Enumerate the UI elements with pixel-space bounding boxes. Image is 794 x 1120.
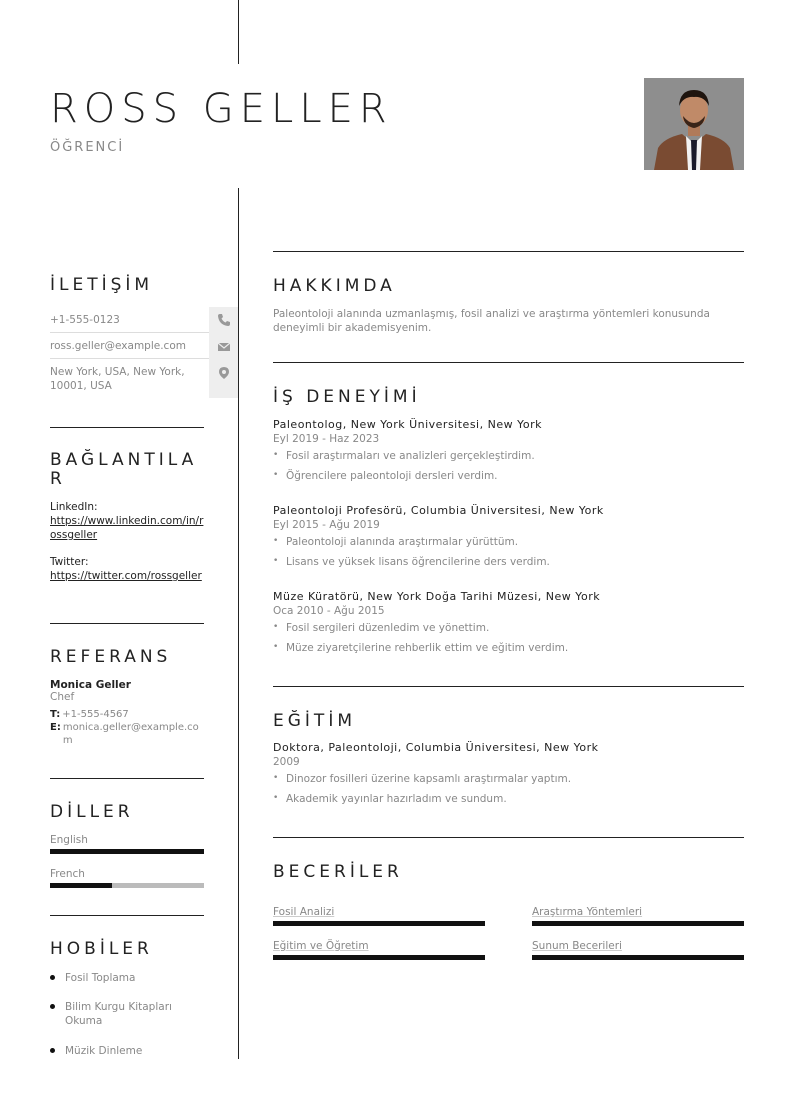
bullet-icon xyxy=(50,1048,55,1053)
twitter-link[interactable]: https://twitter.com/rossgeller xyxy=(50,570,202,582)
profile-photo xyxy=(644,78,744,170)
education-entry xyxy=(273,741,744,805)
skill-item xyxy=(532,940,744,960)
divider xyxy=(273,251,744,252)
reference-email[interactable]: monica.geller@example.com xyxy=(62,722,199,746)
divider xyxy=(50,778,204,779)
envelope-icon xyxy=(217,340,231,354)
about-text: Paleontoloji alanında uzmanlaşmış, fosil analizi ve araştırma yöntemleri konusunda deneyimli bir akademisyenim. xyxy=(273,308,710,334)
skill-item xyxy=(532,906,744,926)
column-divider-line xyxy=(238,188,239,1059)
skill-item xyxy=(273,906,485,926)
reference-name: Monica Geller xyxy=(50,679,131,691)
hobby-text: Fosil Toplama xyxy=(65,972,136,984)
job-entry xyxy=(273,504,744,568)
job-entry xyxy=(273,590,744,654)
skill-level-bar xyxy=(532,921,744,926)
hobby-item xyxy=(50,971,185,985)
skill-name: Eğitim ve Öğretim xyxy=(273,940,369,952)
divider xyxy=(273,686,744,687)
skill-name: Fosil Analizi xyxy=(273,906,335,918)
education-bullet: • Dinozor fosilleri üzerine kapsamlı araştırmalar yaptım. xyxy=(273,773,744,785)
reference-role: Chef xyxy=(50,691,75,703)
skill-level-bar xyxy=(532,955,744,960)
job-bullet: • Öğrencilere paleontoloji dersleri verdim. xyxy=(273,470,744,482)
hobby-item xyxy=(50,1000,185,1028)
contact-address: New York, USA, New York, 10001, USA xyxy=(50,366,185,392)
skill-name: Araştırma Yöntemleri xyxy=(532,906,643,918)
contact-email[interactable]: ross.geller@example.com xyxy=(50,340,186,352)
about-section-title: HAKKIMDA xyxy=(273,276,396,296)
job-bullet: • Müze ziyaretçilerine rehberlik ettim ve eğitim verdim. xyxy=(273,642,744,654)
link-item-twitter xyxy=(50,555,205,583)
link-item-linkedin xyxy=(50,500,205,542)
education-date: 2009 xyxy=(273,756,300,768)
skill-item xyxy=(273,940,485,960)
divider xyxy=(50,427,204,428)
language-level-fill xyxy=(50,849,204,854)
job-bullet: • Fosil araştırmaları ve analizleri gerçekleştirdim. xyxy=(273,450,744,462)
job-date: Eyl 2015 - Ağu 2019 xyxy=(273,519,380,531)
education-section-title: EĞİTİM xyxy=(273,711,356,731)
divider xyxy=(273,362,744,363)
education-bullet: • Akademik yayınlar hazırladım ve sundum. xyxy=(273,793,744,805)
references-section-title: REFERANS xyxy=(50,647,172,667)
language-level-fill xyxy=(50,883,112,888)
job-entry xyxy=(273,418,744,482)
link-label: LinkedIn: xyxy=(50,501,98,513)
person-photo-icon xyxy=(644,78,744,170)
languages-section-title: DİLLER xyxy=(50,802,134,822)
candidate-name: ROSS GELLER xyxy=(50,86,393,132)
job-title: Paleontoloji Profesörü, Columbia Üniversitesi, New York xyxy=(273,504,604,517)
location-pin-icon xyxy=(217,366,231,380)
divider xyxy=(273,837,744,838)
skill-name: Sunum Becerileri xyxy=(532,940,622,952)
reference-phone-label: T: xyxy=(50,709,61,720)
reference-phone-line xyxy=(50,708,205,721)
language-level-bar xyxy=(50,883,204,888)
job-title: Paleontolog, New York Üniversitesi, New York xyxy=(273,418,542,431)
job-bullet: • Fosil sergileri düzenledim ve yönettim. xyxy=(273,622,744,634)
skills-section-title: BECERİLER xyxy=(273,862,403,882)
language-name: French xyxy=(50,868,85,880)
job-date: Eyl 2019 - Haz 2023 xyxy=(273,433,380,445)
skill-level-bar xyxy=(273,921,485,926)
reference-phone[interactable]: +1-555-4567 xyxy=(62,709,129,720)
candidate-role: ÖĞRENCİ xyxy=(50,140,125,155)
divider xyxy=(50,915,204,916)
bullet-icon xyxy=(50,1004,55,1009)
reference-email-line xyxy=(50,721,205,747)
hobbies-section-title: HOBİLER xyxy=(50,939,153,959)
hobby-item xyxy=(50,1044,185,1058)
linkedin-link[interactable]: https://www.linkedin.com/in/rossgeller xyxy=(50,515,204,541)
job-bullet: • Lisans ve yüksek lisans öğrencilerine ders verdim. xyxy=(273,556,744,568)
education-title: Doktora, Paleontoloji, Columbia Üniversitesi, New York xyxy=(273,741,599,754)
top-divider-line xyxy=(238,0,239,64)
links-section-title: BAĞLANTILAR xyxy=(50,450,198,489)
job-title: Müze Küratörü, New York Doğa Tarihi Müzesi, New York xyxy=(273,590,601,603)
reference-email-label: E: xyxy=(50,722,61,733)
job-bullet: • Paleontoloji alanında araştırmalar yürüttüm. xyxy=(273,536,744,548)
language-name: English xyxy=(50,834,88,846)
reference-entry xyxy=(50,679,205,747)
divider xyxy=(50,623,204,624)
contact-section-title: İLETİŞİM xyxy=(50,275,154,295)
contact-phone[interactable]: +1-555-0123 xyxy=(50,314,120,326)
language-level-bar xyxy=(50,849,204,854)
hobby-text: Bilim Kurgu Kitapları Okuma xyxy=(65,1001,172,1027)
hobby-text: Müzik Dinleme xyxy=(65,1045,143,1057)
phone-icon xyxy=(217,313,231,327)
experience-section-title: İŞ DENEYİMİ xyxy=(273,387,421,407)
job-date: Oca 2010 - Ağu 2015 xyxy=(273,605,385,617)
bullet-icon xyxy=(50,975,55,980)
link-label: Twitter: xyxy=(50,556,89,568)
skill-level-bar xyxy=(273,955,485,960)
